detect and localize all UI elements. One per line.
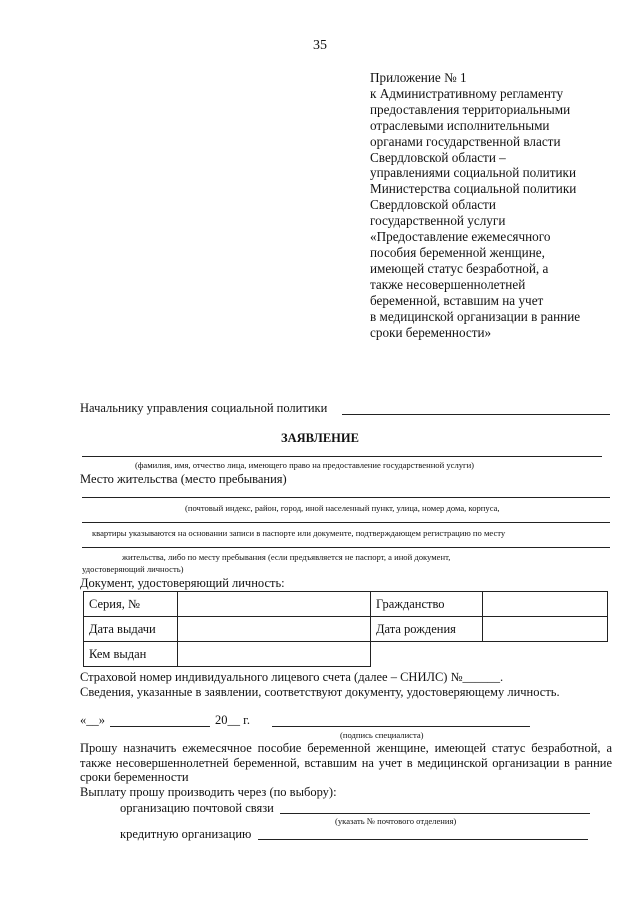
- fio-field[interactable]: [82, 456, 602, 457]
- issued-by-field[interactable]: [178, 642, 371, 667]
- appendix-line: «Предоставление ежемесячного: [370, 229, 551, 245]
- address-hint-3: жительства, либо по месту пребывания (если предъявляется не паспорт, а иной документ,: [122, 552, 451, 562]
- appendix-line: органами государственной власти: [370, 133, 561, 149]
- appendix-line: сроки беременности»: [370, 324, 492, 340]
- page-number: 35: [313, 38, 327, 53]
- payment-via-label: Выплату прошу производить через (по выбору):: [80, 785, 337, 799]
- option-post-label: организацию почтовой связи: [120, 801, 274, 815]
- issue-date-field[interactable]: [178, 617, 371, 642]
- appendix-line: Свердловской области: [370, 197, 496, 213]
- date-month-field[interactable]: [110, 726, 210, 727]
- appendix-line: имеющей статус безработной, а: [370, 260, 549, 276]
- residence-field-1[interactable]: [82, 497, 610, 498]
- credit-org-field[interactable]: [258, 839, 588, 840]
- post-office-hint: (указать № почтового отделения): [335, 816, 457, 826]
- appendix-line: в медицинской организации в ранние: [370, 308, 581, 324]
- address-hint-2: квартиры указываются на основании записи в паспорте или документе, подтверждающем регистрацию по месту: [92, 528, 506, 538]
- signature-hint: (подпись специалиста): [340, 730, 424, 740]
- document-title: ЗАЯВЛЕНИЕ: [281, 431, 359, 445]
- id-document-table: [83, 591, 608, 667]
- appendix-line: предоставления территориальными: [370, 101, 571, 117]
- issued-by-label: Кем выдан: [84, 642, 178, 667]
- residence-field-2[interactable]: [82, 522, 610, 523]
- appendix-line: к Административному регламенту: [370, 85, 564, 101]
- address-hint-1: (почтовый индекс, район, город, иной населенный пункт, улица, номер дома, корпуса,: [185, 503, 500, 513]
- birth-date-field[interactable]: [483, 617, 608, 642]
- option-credit-label: кредитную организацию: [120, 827, 252, 841]
- issue-date-label: Дата выдачи: [84, 617, 178, 642]
- addressee-field[interactable]: [342, 414, 610, 415]
- addressee-label: Начальнику управления социальной политики: [80, 401, 328, 415]
- series-label: Серия, №: [84, 592, 178, 617]
- series-field[interactable]: [178, 592, 371, 617]
- appendix-line: отраслевыми исполнительными: [370, 117, 550, 133]
- date-year: 20__ г.: [215, 713, 250, 727]
- birth-date-label: Дата рождения: [371, 617, 483, 642]
- residence-field-3[interactable]: [82, 547, 610, 548]
- residence-label: Место жительства (место пребывания): [80, 472, 287, 486]
- appendix-line: управлениями социальной политики: [370, 165, 576, 181]
- request-paragraph: Прошу назначить ежемесячное пособие беременной женщине, имеющей статус безработной, а также несовершеннолетней беременной, вставшим на учет в медицинской организации в ранние сроки беременности: [80, 741, 612, 784]
- conformity-statement: Сведения, указанные в заявлении, соответствуют документу, удостоверяющему личность.: [80, 685, 560, 699]
- appendix-header: [370, 70, 620, 340]
- citizenship-field[interactable]: [483, 592, 608, 617]
- appendix-line: также несовершеннолетней: [370, 276, 526, 292]
- snils-line: Страховой номер индивидуального лицевого счета (далее – СНИЛС) №______.: [80, 670, 504, 684]
- appendix-line: Приложение № 1: [370, 70, 467, 85]
- fio-hint: (фамилия, имя, отчество лица, имеющего право на предоставление государственной услуги): [135, 460, 475, 470]
- post-office-field[interactable]: [280, 813, 590, 814]
- appendix-line: Свердловской области –: [370, 149, 506, 165]
- id-document-label: Документ, удостоверяющий личность:: [80, 576, 285, 590]
- date-day: «__»: [80, 713, 105, 727]
- citizenship-label: Гражданство: [371, 592, 483, 617]
- appendix-line: государственной услуги: [370, 213, 506, 229]
- appendix-line: Министерства социальной политики: [370, 181, 577, 197]
- signature-field[interactable]: [272, 726, 530, 727]
- appendix-line: пособия беременной женщине,: [370, 244, 545, 260]
- appendix-line: беременной, вставшим на учет: [370, 292, 544, 308]
- address-hint-4: удостоверяющий личность): [82, 564, 184, 574]
